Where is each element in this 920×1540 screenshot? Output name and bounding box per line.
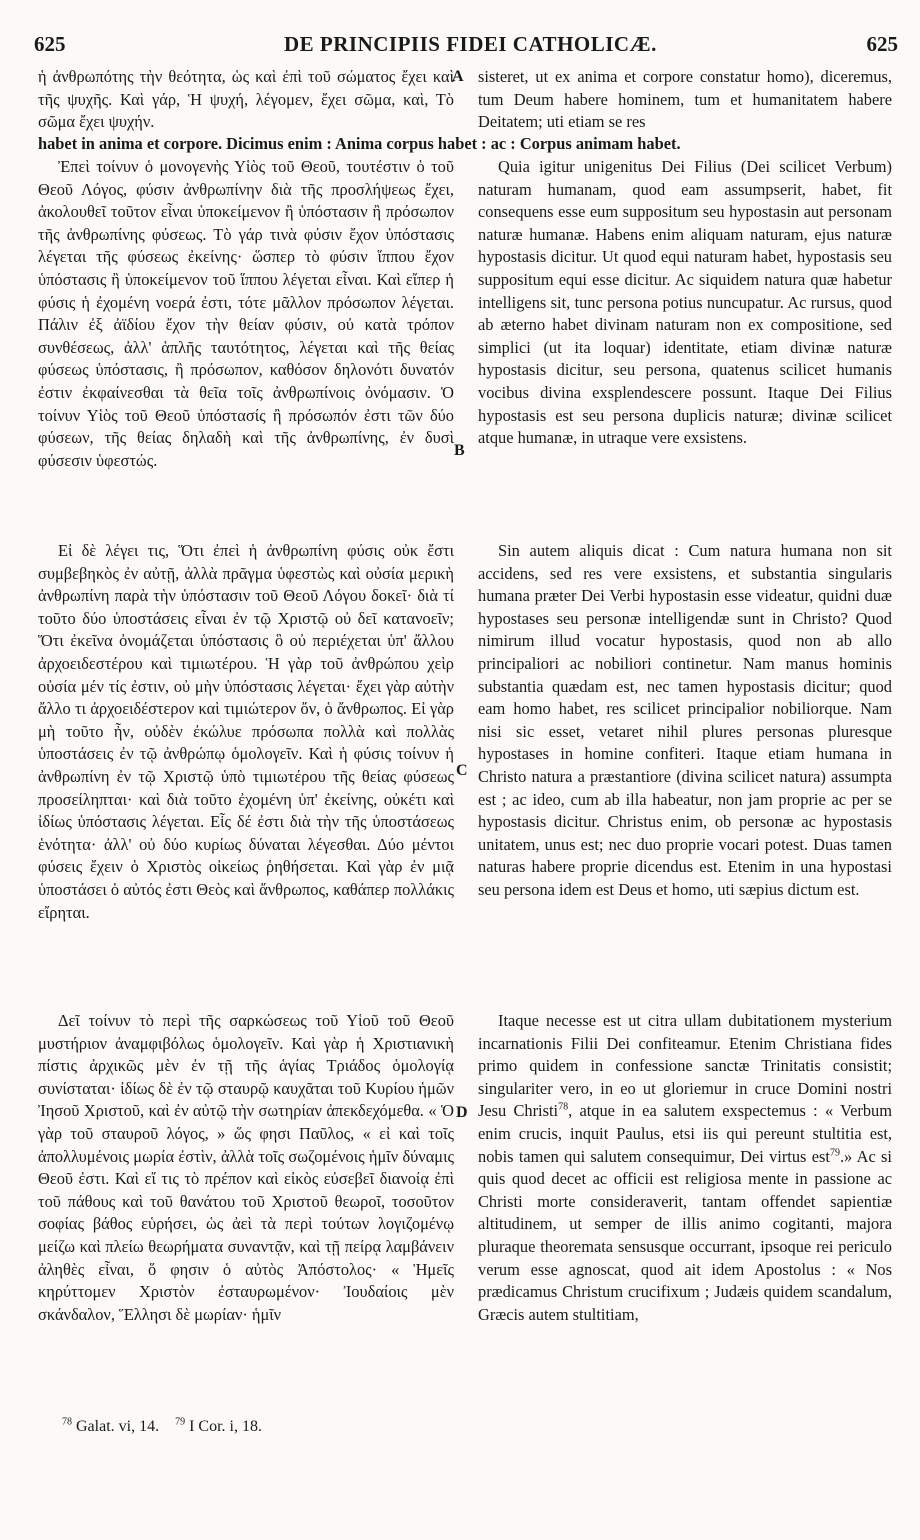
footnote-text-79: I Cor. i, 18.	[189, 1418, 262, 1435]
footnote-text-78: Galat. vi, 14.	[76, 1418, 160, 1435]
page-header	[34, 30, 898, 60]
greek-p1-text: Ἐπεὶ τοίνυν ὁ μονογενὴς Υἱὸς τοῦ Θεοῦ, τουτέστιν ὁ τοῦ Θεοῦ Λόγος, φύσιν ἀνθρωπίνην διὰ τῆς προσλήψεως ἔχει, ἀκολουθεῖ τοῦτον εἶναι ὑποκείμενον ἢ ὑπόστασιν ἢ πρόσωπον τῆς ἀνθρωπίνης φύσεως. Τὸ γάρ τινὰ φύσιν ἔχον ὑπόστασις λέγεται τῆς φύσεως ἐκείνης· ὥσπερ τὸ φύσιν ἵππου ἔχον ὑπόστασις ἢ ὑποκείμενον τοῦ ἵππου λέγεται εἶναι. Καὶ εἴπερ ἡ φύσις ἡ ἐχομένη νοερά ἐστι, τότε μᾶλλον πρόσωπον λέγεται. Πάλιν ἐξ ἀϊδίου ἔχον τὴν θείαν φύσιν, οὐ κατὰ τρόπον συνθέσεως, ἀλλ' ἁπλῆς ταυτότητος, λέγεται καὶ τῆς θείας φύσεως ὑπόστασις, ἢ πρόσωπον, καθόσον δηλονότι δυνατόν ἐστιν ἐκφαίνεσθαι τὰ θεῖα τοῖς ἀνθρωπίνοις ὀνόμασιν. Ὁ τοίνυν Υἱὸς τοῦ Θεοῦ ὑπόστασίς ἢ πρόσωπόν ἐστι τῶν δύο φύσεων, τῆς θείας δηλαδὴ καὶ τῆς ἀνθρωπίνης, ἐν δυσὶ φύσεσιν ὑφεστώς.	[38, 157, 454, 470]
greek-paragraph-3	[38, 1010, 454, 1326]
greek-paragraph-1	[38, 156, 454, 472]
greek-intro-text: ἡ ἀνθρωπότης τὴν θεότητα, ὡς καὶ ἐπὶ τοῦ σώματος ἔχει καὶ τῆς ψυχῆς. Καὶ γάρ, Ἡ ψυχή, λέγομεν, ἔχει σῶμα, καὶ, Τὸ σῶμα ἔχει ψυχήν.	[38, 67, 454, 132]
latin-intro-text: sisteret, ut ex anima et corpore constatur homo), diceremus, tum Deum habere hominem, tum et humanitatem habere Deitatem; uti etiam se res	[478, 67, 892, 132]
latin-paragraph-1	[478, 156, 892, 450]
latin-p3-text	[478, 1010, 892, 1326]
page-number-left: 625	[34, 32, 66, 56]
section-marker-a: A	[452, 68, 464, 85]
greek-p2-text: Εἰ δὲ λέγει τις, Ὅτι ἐπεὶ ἡ ἀνθρωπίνη φύσις οὐκ ἔστι συμβεβηκὸς ἐν αὐτῇ, ἀλλὰ πρᾶγμα ὑφεστὼς καὶ οὐσία μερικὴ ἀνθρωπίνη παρὰ τὴν ὑπόστασιν τοῦ Θεοῦ Λόγου δοκεῖ· διὰ τί τοῦτο δύο ὑποστάσεις εἶναι ἐν τῷ Χριστῷ οὐ δεῖ κατανοεῖν; Ὅτι ἐκεῖνα ὀνομάζεται ὑπόστασις ὃ οὐ περιέχεται ὑπ' ἄλλου ἀρχοειδεστέρου καὶ τιμιωτέρου. Ἡ γὰρ τοῦ ἀνθρώπου χεὶρ οὐσία μέν τίς ἐστιν, οὐ μὴν ὑπόστασις λέγεται· ἔχει γὰρ αὐτὴν ἄλλο τι ἀρχοειδέστερον καὶ τιμιώτερον ὄν, ὁ ἄνθρωπος. Εἰ γὰρ μὴ τοῦτο ἦν, οὐδὲν ἐκώλυε πρόσωπα πολλὰ καὶ πολλὰς ὑποστάσεις ἐν τῷ ἀνθρώπῳ ὁμολογεῖν. Καὶ ἡ φύσις τοίνυν ἡ ἀνθρωπίνη ἐν τῷ Χριστῷ ὑπὸ τιμιωτέρου τῆς θείας φύσεως προσείληπται· καὶ διὰ τοῦτο ἐχομένη ὑπ' ἐκείνης, οὐκέτι καὶ ἰδίως ὑπόστασις λέγεται. Εἷς δέ ἐστι διὰ τὴν τῆς ὑποστάσεως ἑνότητα· ἀλλ' οὐ δύο κυρίως δύναται λέγεσθαι. Δύο μέντοι φύσεις ἔχειν ὁ Χριστὸς οἰκείως ῥηθήσεται. Καὶ γὰρ ἐν μιᾷ ὑποστάσει ὁ αὐτός ἐστι Θεὸς καὶ ἄνθρωπος, καθάπερ πολλάκις εἴρηται.	[38, 541, 454, 922]
footnote-number-79: 79	[175, 1416, 186, 1428]
section-marker-d: D	[456, 1104, 468, 1121]
footnote-ref-78: 78	[558, 1101, 569, 1113]
greek-intro	[38, 66, 454, 132]
latin-p3-part-c: .» Ac si quis quod decet ac officii est religiosa mente in passione ac Christi morte consideraverit, tantam offendet sapientiæ altitudinem, ut semper de illis animo cogitanti, majora pluraque theoremata sensusque occurrant, ipsoque rei periculo verum esse agnoscat, quod ait idem Apostolus : « Nos prædicamus Christum crucifixum ; Judæis quidem scandalum, Græcis autem stultitiam,	[478, 1146, 892, 1324]
latin-paragraph-3	[478, 1010, 892, 1326]
section-marker-b: B	[454, 442, 465, 459]
section-marker-c: C	[456, 762, 468, 779]
footnote-number-78: 78	[62, 1416, 72, 1428]
page-number-right: 625	[866, 32, 898, 56]
running-title: DE PRINCIPIIS FIDEI CATHOLICÆ.	[284, 32, 657, 56]
latin-intro	[478, 66, 892, 132]
latin-paragraph-2	[478, 540, 892, 902]
latin-p3-part-a: Itaque necesse est ut citra ullam dubitationem mysterium incarnationis Filii Dei confiteamur. Etenim Christiana fides primo quidem in confessione sanctæ Trinitatis consistit; singulariter vero, in eo ut gloriemur in cruce Domini nostri Jesu Christi	[478, 1011, 892, 1121]
footnotes	[62, 1418, 262, 1436]
footnote-ref-79: 79	[829, 1147, 840, 1159]
latin-p3-part-b: , atque in ea salutem exspectemus : « Verbum enim crucis, inquit Paulus, etsi iis qui pereunt stultitia est, nobis tamen qui salutem consequimur, Dei virtus est	[478, 1101, 893, 1166]
bridge-line: habet in anima et corpore. Dicimus enim : Anima corpus habet : ac : Corpus animam habet.	[38, 134, 681, 153]
greek-paragraph-2	[38, 540, 454, 924]
latin-p2-text: Sin autem aliquis dicat : Cum natura humana non sit accidens, sed res vere exsistens, et substantia singularis humana præter Dei Verbi hypostasin esse videatur, quidni duæ hypostases seu personæ intelligendæ sunt in Christo? Quod nimirum illud vocatur hypostasis, quod non ab allo principaliori ac nobiliori continetur. Nam manus hominis substantia quædam est, nec tamen hypostasis dicitur; quod eam homo habet, res scilicet principalior nobiliorque. Nam nisi sic esset, vetaret nihil plures personas pluresque hypostases in homine confiteri. Itaque etiam humana in Christo natura a præstantiore (divina scilicet natura) assumpta est ; ac ideo, cum ab illa habeatur, non jam proprie ac per se hypostasis dicitur. Christus enim, ob personæ ac hypostasis unitatem, unus est; nec duo proprie vocari potest. Duas tamen naturas habere proprie dicendus est. Etenim in una hypostasi seu persona idem est Deus et homo, uti sæpius dictum est.	[478, 541, 892, 899]
latin-p1-text: Quia igitur unigenitus Dei Filius (Dei scilicet Verbum) naturam humanam, quod eam assumpserit, habet, fit consequens esse eum suppositum seu hypostasin aut personam naturæ humanæ. Habens enim aliquam naturam, ejus naturæ hypostasis dicitur. Ut quod equi naturam habet, hypostasis seu suppositum equi esse dicitur. Ac siquidem natura quæ habetur intelligens sit, tunc persona potius nuncupatur. Ac rursus, quod ab æterno habet divinam naturam non ex compositione, sed simplici (ut ita loquar) identitate, etiam divinæ naturæ hypostasis dicitur, seu persona, quatenus scilicet humanis vocibus divina exsplendescere possunt. Itaque Dei Filius hypostasis est seu persona duplicis naturæ; divinæ scilicet atque humanæ, in utraque vere exsistens.	[478, 157, 892, 448]
greek-p3-text: Δεῖ τοίνυν τὸ περὶ τῆς σαρκώσεως τοῦ Υἱοῦ τοῦ Θεοῦ μυστήριον ἀναμφιβόλως ὁμολογεῖν. Καὶ γὰρ ἡ Χριστιανικὴ πίστις ἀρχικῶς μὲν ἐν τῇ τῆς ἁγίας Τριάδος ὁμολογίᾳ συνίσταται· ἰδίως δὲ ἐν τῷ σταυρῷ καυχᾶται τοῦ Κυρίου ἡμῶν Ἰησοῦ Χριστοῦ, καὶ ἐν αὐτῷ τὴν σωτηρίαν ἀπεκδεχόμεθα. « Ὁ γὰρ τοῦ σταυροῦ λόγος, » ὥς φησι Παῦλος, « εἰ καὶ τοῖς ἀπολλυμένοις μωρία ἐστὶν, ἀλλὰ τοῖς σωζομένοις ἡμῖν δύναμις Θεοῦ ἐστι. Καὶ εἴ τις τὸ πρέπον καὶ εἰκὸς εὐσεβεῖ διανοίᾳ ἐπὶ τοῦ πάθους καὶ τοῦ θανάτου τοῦ Χριστοῦ θεωροῖ, τοσοῦτον σοφίας βάθος εὑρήσει, ὡς ἀεὶ τὰ περὶ τούτων λογιζομένῳ μείζω καὶ πλείω θεωρήματα συναντᾷν, καὶ τῇ πείρᾳ λαμβάνειν ἀληθὲς εἶναι, ὅ φησιν ὁ αὐτὸς Ἀπόστολος· « Ἡμεῖς κηρύττομεν Χριστὸν ἐσταυρωμένον· Ἰουδαίοις μὲν σκάνδαλον, Ἕλλησι δὲ μωρίαν· ἡμῖν	[38, 1011, 454, 1324]
